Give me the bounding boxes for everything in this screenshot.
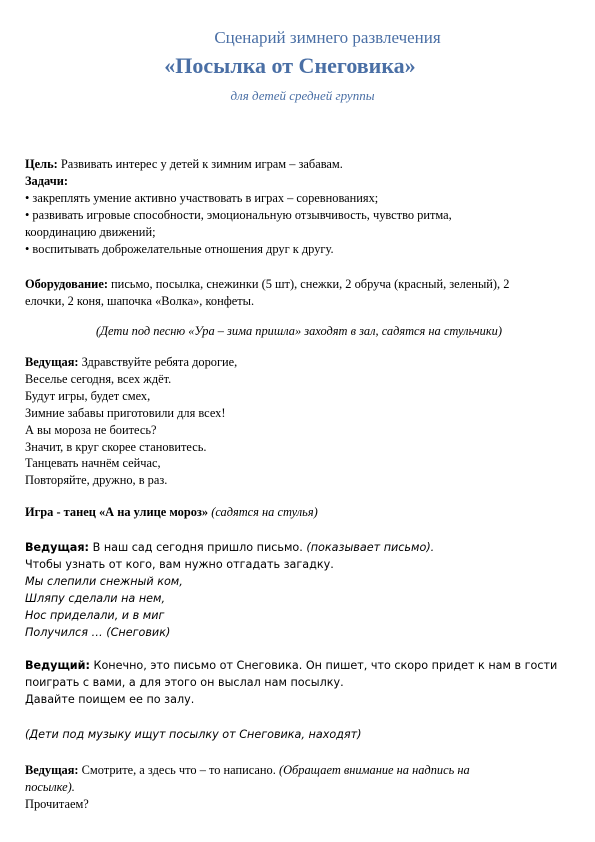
task-item: • закреплять умение активно участвовать в играх – соревнованиях; [25,190,379,205]
audience-line: для детей средней группы [230,88,375,103]
host-line: А вы мороза не боитесь? [25,422,157,437]
scenario-subtitle: Сценарий зимнего развлечения [214,28,441,47]
tasks-label: Задачи: [25,173,68,188]
host-note: (показывает письмо). [306,541,435,554]
host-note-2: посылке). [25,779,75,794]
task-item: • развивать игровые способности, эмоциональную отзывчивость, чувство ритма, [25,207,452,222]
equipment-section [25,276,573,310]
equipment-text-2: елочки, 2 коня, шапочка «Волка», конфеты. [25,293,255,308]
host-line: В наш сад сегодня пришло письмо. [89,541,307,554]
host-label: Ведущая: [25,355,79,369]
host-label: Ведущий: [25,659,90,672]
host-line: Значит, в круг скорее становитесь. [25,439,207,454]
goal-section [25,156,573,257]
host-label: Ведущая: [25,541,90,554]
host-line: Здравствуйте ребята дорогие, [78,355,238,369]
scenario-title: «Посылка от Снеговика» [164,53,416,78]
host-line: Зимние забавы приготовили для всех! [25,405,226,420]
host-line: Прочитаем? [25,796,89,811]
game-label: Игра - танец «А на улице мороз» [25,505,212,519]
host-parcel [25,658,573,709]
host-letter [25,540,573,641]
host-line: Смотрите, а здесь что – то написано. [78,763,279,777]
riddle-line: Получился … (Снеговик) [25,625,171,639]
host-inscription [25,762,573,813]
stage-direction-entry: (Дети под песню «Ура – зима пришла» заходят в зал, садятся на стульчики) [96,324,502,338]
goal-label: Цель: [25,157,58,171]
riddle-line: Шляпу сделали на нем, [25,591,166,605]
host-line: Давайте поищем ее по залу. [25,692,195,706]
task-item: координацию движений; [25,224,156,239]
host-line: Повторяйте, дружно, в раз. [25,473,168,488]
riddle-line: Мы слепили снежный ком, [25,574,183,588]
riddle-line: Нос приделали, и в миг [25,608,165,622]
host-line: Чтобы узнать от кого, вам нужно отгадать загадку. [25,557,334,571]
goal-text: Развивать интерес у детей к зимним играм – забавам. [57,157,343,171]
host-line: поиграть с вами, а для этого он выслал нам посылку. [25,675,344,689]
host-line: Танцевать начнём сейчас, [25,456,161,471]
game-note: (садятся на стулья) [211,505,318,519]
host-line: Будут игры, будет смех, [25,388,151,403]
host-note: (Обращает внимание на надпись на [278,763,470,777]
task-item: • воспитывать доброжелательные отношения друг к другу. [25,241,334,256]
equipment-label: Оборудование: [25,277,108,291]
equipment-text: письмо, посылка, снежинки (5 шт), снежки, 2 обруча (красный, зеленый), 2 [107,277,510,291]
host-line: Веселье сегодня, всех ждёт. [25,371,172,386]
host-label: Ведущая: [25,763,79,777]
game-dance [25,504,573,521]
host-line: Конечно, это письмо от Снеговика. Он пишет, что скоро придет к нам в гости [89,659,558,672]
stage-direction-search: (Дети под музыку ищут посылку от Снеговика, находят) [25,728,362,741]
host-greeting [25,354,573,489]
